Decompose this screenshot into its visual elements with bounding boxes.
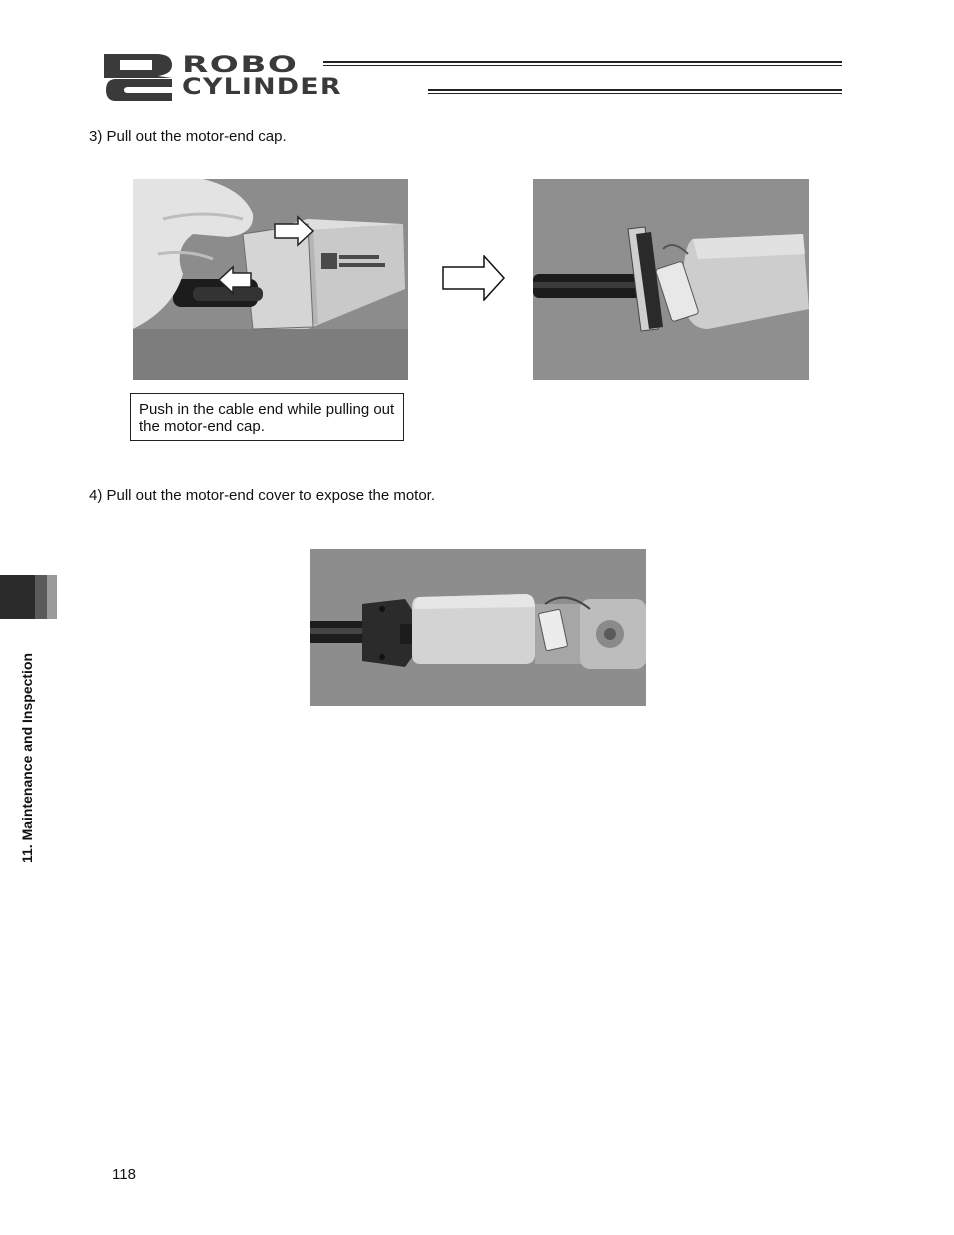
section-tab-mid	[35, 575, 47, 619]
callout-box: Push in the cable end while pulling out the motor-end cap.	[130, 393, 404, 441]
photo-cap-removed	[533, 179, 809, 380]
page-number: 118	[112, 1166, 136, 1183]
header-rule-top-1	[323, 61, 842, 63]
header-rule-top-2	[323, 65, 842, 66]
section-label: 11. Maintenance and Inspection	[19, 652, 35, 863]
photo-motor-exposed	[310, 549, 646, 706]
header-rule-bottom-2	[428, 93, 842, 94]
section-tab-dark	[0, 575, 35, 619]
logo-text-robo: ROBO	[182, 53, 299, 78]
logo-text-cylinder: CYLINDER	[182, 75, 342, 100]
robo-cylinder-logo-mark	[102, 52, 176, 102]
transition-arrow-icon	[442, 255, 506, 301]
header-rule-bottom-1	[428, 89, 842, 91]
photo-pull-cap	[133, 179, 408, 380]
step-4-text: 4) Pull out the motor-end cover to expose the motor.	[89, 487, 436, 504]
section-tab-light	[47, 575, 57, 619]
step-3-text: 3) Pull out the motor-end cap.	[89, 128, 287, 145]
